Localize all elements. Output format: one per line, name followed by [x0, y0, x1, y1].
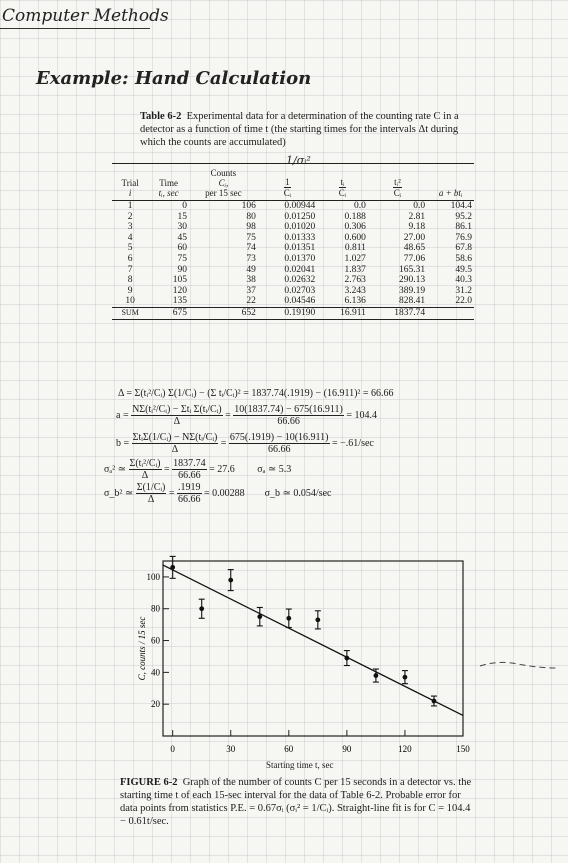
table-cell: 49: [246, 264, 256, 275]
x-tick-label: 30: [226, 744, 236, 754]
example-heading: Example: Hand Calculation: [36, 68, 312, 89]
chart-ylabel: C, counts / 15 sec: [137, 616, 147, 681]
x-tick-label: 150: [456, 744, 470, 754]
y-tick-label: 60: [151, 635, 160, 646]
col-counts: Counts Cᵢ, per 15 sec: [189, 166, 258, 201]
col-trial: Trial i: [112, 166, 148, 201]
table-cell: 9.18: [408, 222, 426, 233]
sigma-annotation: 1/σᵢ²: [286, 154, 311, 167]
table-cell: 58.6: [455, 253, 472, 264]
table-cell: 40.3: [455, 275, 472, 286]
table-sum-cell: 652: [189, 307, 258, 319]
x-tick-label: 120: [398, 744, 412, 754]
table-cell: 22: [246, 296, 256, 307]
figure-caption-label: FIGURE 6-2: [120, 777, 178, 788]
table-sum-cell: 0.19190: [258, 307, 317, 319]
table-cell: 0.188: [344, 211, 366, 222]
y-tick-label: 100: [146, 571, 160, 582]
table-cell: 104.4: [450, 201, 472, 211]
table-cell: 120: [172, 285, 187, 296]
table-cell: 0.811: [344, 243, 366, 254]
y-tick-label: 80: [151, 603, 160, 614]
table-cell: 2: [127, 211, 133, 222]
table-cell: 7: [127, 264, 133, 275]
data-point: [432, 699, 437, 704]
table-sum-cell: 675: [148, 307, 189, 319]
table-cell: 1.837: [344, 264, 366, 275]
table-cell: 3.243: [344, 285, 366, 296]
table-cell: 22.0: [455, 296, 472, 307]
table-cell: 77.06: [403, 253, 426, 264]
table-cell: 3: [127, 222, 133, 233]
table-cell: 389.19: [399, 285, 426, 296]
table-cell: 30: [177, 222, 187, 233]
table-cell: 290.13: [399, 275, 426, 286]
table-cell: 0.306: [344, 222, 366, 233]
table-cell: 2.81: [408, 211, 426, 222]
figure-caption: [120, 776, 478, 828]
chart-xlabel: Starting time t, sec: [266, 760, 334, 770]
data-point: [403, 675, 408, 680]
table-cell: 75: [177, 253, 187, 264]
table-cell: 9: [127, 285, 133, 296]
col-fit: a + btᵢ: [427, 166, 474, 201]
table-cell: 75: [246, 232, 256, 243]
table-sum-cell: 1837.74: [368, 307, 427, 319]
table-sum-cell: 16.911: [317, 307, 368, 319]
table-cell: 60: [177, 243, 187, 254]
table-cell: 74: [246, 243, 256, 254]
table-cell: 15: [177, 211, 187, 222]
table-cell: 67.8: [455, 243, 472, 254]
table-cell: 49.5: [455, 264, 472, 275]
table-cell: 0.01370: [284, 253, 316, 264]
table-cell: 8: [127, 275, 133, 286]
table-cell: 0.0: [353, 201, 366, 211]
table-cell: 31.2: [455, 285, 472, 296]
table-cell: 0.01020: [284, 222, 316, 233]
x-tick-label: 0: [170, 744, 175, 754]
col-t2-over-c: $\frac{\text{tᵢ²}}{\text{Cᵢ}}$: [368, 166, 427, 201]
table-cell: 165.31: [399, 264, 426, 275]
delta-rhs: = 1837.74(.1919) − (16.911)² = 66.66: [243, 388, 394, 399]
table-cell: 0.02632: [284, 275, 316, 286]
b-equation: b = $\frac{\text{ΣtᵢΣ(1/Cᵢ) − NΣ(tᵢ/Cᵢ)}}{\Delta}$ = $\frac{675(.1919) - 10(16.911)}{66.66}$ = −.61/sec: [116, 432, 374, 455]
handwritten-mark: [478, 656, 558, 676]
table-cell: 106: [241, 201, 256, 211]
x-tick-label: 90: [342, 744, 352, 754]
table-cell: 0.02041: [284, 264, 316, 275]
col-inverse-counts: $\frac{1}{\text{Cᵢ}}$: [258, 166, 317, 201]
delta-lhs: Δ = Σ(tᵢ²/Cᵢ) Σ(1/Cᵢ) − (Σ tᵢ/Cᵢ)²: [118, 388, 241, 399]
y-tick-label: 20: [151, 699, 160, 710]
table-cell: 86.1: [455, 222, 472, 233]
data-point: [315, 617, 320, 622]
table-cell: 828.41: [399, 296, 426, 307]
table-cell: 0.01250: [284, 211, 316, 222]
data-point: [344, 656, 349, 661]
col-t-over-c: $\frac{\text{tᵢ}}{\text{Cᵢ}}$: [317, 166, 368, 201]
table-cell: 1.027: [344, 253, 366, 264]
table-cell: 90: [177, 264, 187, 275]
sigma-b-equation: σ_b² ≃ $\frac{\text{Σ(1/Cᵢ)}}{\Delta}$ = $\frac{.1919}{66.66}$ = 0.00288 σ_b ≃ 0.054/sec: [104, 482, 332, 505]
table-cell: 73: [246, 253, 256, 264]
table-caption-text: Experimental data for a determination of the counting rate C in a detector as a function of time t (the starting times for the intervals Δt during which the counts are accumulated): [140, 111, 459, 148]
table-cell: 0.00944: [284, 201, 316, 211]
table-cell: 0.600: [344, 232, 366, 243]
figure-caption-text: Graph of the number of counts C per 15 seconds in a detector vs. the starting time t of each 15-sec interval for the data of Table 6-2. Probable error for data points from statistics P.E. = 0.67σᵢ (σᵢ² = 1/Cᵢ). Straight-line fit is for C = 104.4 − 0.61t/sec.: [120, 777, 472, 827]
a-equation: a = $\frac{\text{NΣ(tᵢ²/Cᵢ) − Σtᵢ Σ(tᵢ/Cᵢ)}}{\Delta}$ = $\frac{10(1837.74) - 675(16.911)}{66.66}$ = 104.4: [116, 404, 378, 427]
page-header-title: Computer Methods: [2, 6, 169, 26]
table-cell: 105: [172, 275, 187, 286]
table-cell: 45: [177, 232, 187, 243]
table-cell: 98: [246, 222, 256, 233]
table-cell: 4: [127, 232, 133, 243]
sigma-a-equation: σₐ² ≃ $\frac{\text{Σ(tᵢ²/Cᵢ)}}{\Delta}$ = $\frac{1837.74}{66.66}$ = 27.6 σₐ ≃ 5.3: [104, 458, 292, 481]
data-point: [286, 616, 291, 621]
table-cell: 95.2: [455, 211, 472, 222]
data-point: [228, 578, 233, 583]
table-cell: 37: [246, 285, 256, 296]
table-cell: 0.01351: [284, 243, 316, 254]
table-cell: 10: [125, 296, 135, 307]
fit-line: [163, 565, 463, 715]
table-cell: 0.02703: [284, 285, 316, 296]
y-tick-label: 40: [151, 667, 160, 678]
data-point: [170, 565, 175, 570]
table-cell: 0.04546: [284, 296, 316, 307]
table-cell: 27.00: [403, 232, 426, 243]
table-caption-label: Table 6-2: [140, 111, 182, 122]
data-point: [199, 606, 204, 611]
table-cell: 6: [127, 253, 133, 264]
table-sum-cell: SUM: [112, 307, 148, 319]
table-cell: 2.763: [344, 275, 366, 286]
table-cell: 76.9: [455, 232, 472, 243]
table-cell: 6.136: [344, 296, 366, 307]
table-cell: 5: [127, 243, 133, 254]
data-point: [374, 673, 379, 678]
x-tick-label: 60: [284, 744, 294, 754]
table-cell: 135: [172, 296, 187, 307]
col-time: Time tᵢ, sec: [148, 166, 189, 201]
data-point: [257, 614, 262, 619]
table-cell: 1: [127, 201, 133, 211]
table-cell: 0: [182, 201, 187, 211]
table-cell: 48.65: [403, 243, 426, 254]
table-cell: 38: [246, 275, 256, 286]
table-cell: 80: [246, 211, 256, 222]
table-cell: 0.01333: [284, 232, 316, 243]
table-cell: 0.0: [413, 201, 426, 211]
